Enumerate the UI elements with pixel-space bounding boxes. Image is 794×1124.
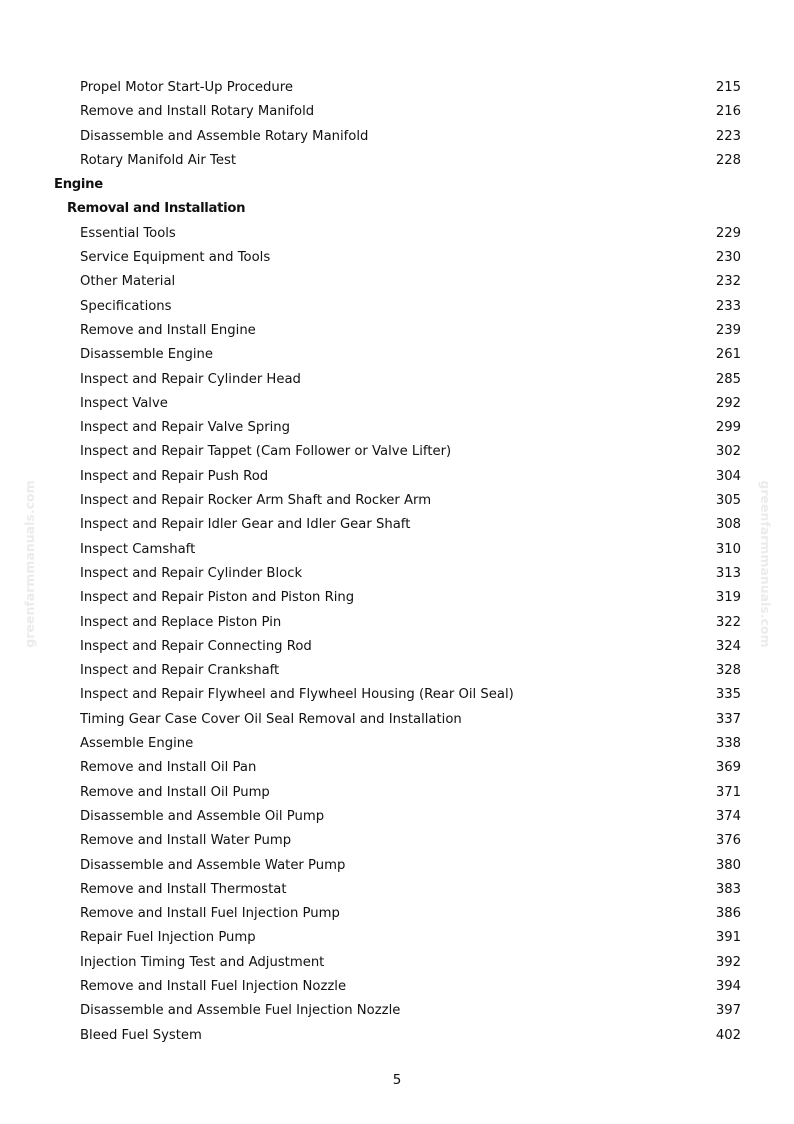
toc-entry-page: 229: [715, 225, 741, 241]
toc-entry[interactable]: [0, 805, 794, 829]
toc-entry[interactable]: [0, 538, 794, 562]
toc-entry-page: 374: [715, 808, 741, 824]
toc-entry-page: 216: [715, 104, 741, 120]
toc-entry-title: Disassemble and Assemble Water Pump: [80, 857, 346, 873]
toc-entry-title: Inspect Valve: [80, 395, 168, 411]
toc-entry-title: Rotary Manifold Air Test: [80, 152, 236, 168]
toc-section-heading: [0, 173, 794, 197]
toc-entry-page: 386: [715, 906, 741, 922]
toc-entry-title: Service Equipment and Tools: [80, 250, 271, 266]
page-number: 5: [392, 1072, 402, 1088]
toc-entry[interactable]: [0, 854, 794, 878]
toc-entry-page: 232: [715, 274, 741, 290]
toc-entry-title: Disassemble and Assemble Fuel Injection Nozzle: [80, 1003, 401, 1019]
toc-entry-title: Essential Tools: [80, 225, 176, 241]
toc-entry[interactable]: [0, 1024, 794, 1048]
toc-entry-page: 285: [715, 371, 741, 387]
toc-entry-title: Engine: [54, 177, 103, 193]
toc-entry-page: 292: [715, 395, 741, 411]
toc-entry-title: Remove and Install Fuel Injection Nozzle: [80, 978, 347, 994]
toc-entry-page: 371: [715, 784, 741, 800]
toc-entry-title: Remove and Install Fuel Injection Pump: [80, 906, 340, 922]
toc-entry[interactable]: [0, 586, 794, 610]
toc-entry-title: Inspect and Repair Crankshaft: [80, 663, 280, 679]
toc-entry-page: 394: [715, 978, 741, 994]
toc-entry-title: Inspect and Repair Idler Gear and Idler Gear Shaft: [80, 517, 411, 533]
toc-entry[interactable]: [0, 392, 794, 416]
toc-entry-title: Other Material: [80, 274, 176, 290]
toc-entry-page: 230: [715, 250, 741, 266]
toc-entry-page: 328: [715, 663, 741, 679]
toc-entry-title: Disassemble Engine: [80, 347, 214, 363]
toc-entry-title: Remove and Install Rotary Manifold: [80, 104, 315, 120]
toc-entry[interactable]: [0, 270, 794, 294]
toc-entry-page: 313: [715, 565, 741, 581]
toc-entry-page: 319: [715, 590, 741, 606]
toc-entry[interactable]: [0, 489, 794, 513]
toc-entry[interactable]: [0, 562, 794, 586]
toc-entry-title: Disassemble and Assemble Oil Pump: [80, 808, 325, 824]
toc-entry-page: 228: [715, 152, 741, 168]
toc-entry[interactable]: [0, 756, 794, 780]
toc-entry[interactable]: [0, 222, 794, 246]
toc-entry-title: Inspect and Repair Cylinder Block: [80, 565, 303, 581]
toc-entry[interactable]: [0, 732, 794, 756]
toc-entry[interactable]: [0, 319, 794, 343]
toc-entry-page: 302: [715, 444, 741, 460]
toc-entry-title: Removal and Installation: [67, 201, 246, 217]
toc-entry-title: Inspect and Replace Piston Pin: [80, 614, 282, 630]
toc-entry-page: 380: [715, 857, 741, 873]
toc-entry-page: 392: [715, 954, 741, 970]
toc-entry-page: 261: [715, 347, 741, 363]
toc-entry-title: Injection Timing Test and Adjustment: [80, 954, 325, 970]
toc-entry-title: Disassemble and Assemble Rotary Manifold: [80, 128, 369, 144]
toc-entry-page: 324: [715, 638, 741, 654]
toc-entry-title: Inspect and Repair Piston and Piston Ring: [80, 590, 355, 606]
table-of-contents: [0, 76, 794, 1048]
toc-entry-page: 402: [715, 1027, 741, 1043]
toc-entry-page: 337: [715, 711, 741, 727]
toc-entry[interactable]: [0, 513, 794, 537]
toc-entry[interactable]: [0, 708, 794, 732]
toc-entry[interactable]: [0, 659, 794, 683]
toc-entry[interactable]: [0, 975, 794, 999]
toc-entry-page: 223: [715, 128, 741, 144]
toc-entry-page: 383: [715, 881, 741, 897]
toc-entry[interactable]: [0, 246, 794, 270]
toc-entry-page: 322: [715, 614, 741, 630]
toc-entry-title: Inspect and Repair Cylinder Head: [80, 371, 301, 387]
toc-entry-page: 369: [715, 760, 741, 776]
toc-entry[interactable]: [0, 76, 794, 100]
toc-entry-title: Remove and Install Water Pump: [80, 833, 292, 849]
toc-entry-title: Remove and Install Thermostat: [80, 881, 287, 897]
toc-entry-page: 305: [715, 493, 741, 509]
toc-entry-title: Inspect and Repair Flywheel and Flywheel Housing (Rear Oil Seal): [80, 687, 514, 703]
toc-entry-page: 308: [715, 517, 741, 533]
toc-entry-title: Assemble Engine: [80, 736, 194, 752]
toc-entry-page: 233: [715, 298, 741, 314]
toc-entry-page: 215: [715, 80, 741, 95]
toc-entry[interactable]: [0, 368, 794, 392]
toc-entry-page: 299: [715, 420, 741, 436]
toc-entry[interactable]: [0, 100, 794, 124]
toc-entry-page: 397: [715, 1003, 741, 1019]
toc-section-heading: [0, 197, 794, 221]
toc-entry-title: Inspect and Repair Tappet (Cam Follower or Valve Lifter): [80, 444, 452, 460]
toc-entry-page: 239: [715, 322, 741, 338]
toc-entry[interactable]: [0, 343, 794, 367]
toc-entry-page: 338: [715, 736, 741, 752]
toc-entry[interactable]: [0, 829, 794, 853]
toc-entry-page: 310: [715, 541, 741, 557]
toc-entry-title: Timing Gear Case Cover Oil Seal Removal and Installation: [80, 711, 462, 727]
toc-entry[interactable]: [0, 902, 794, 926]
toc-entry[interactable]: [0, 149, 794, 173]
toc-entry-title: Inspect Camshaft: [80, 541, 196, 557]
toc-entry-page: 304: [715, 468, 741, 484]
toc-entry[interactable]: [0, 951, 794, 975]
toc-entry[interactable]: [0, 440, 794, 464]
toc-entry-title: Inspect and Repair Valve Spring: [80, 420, 291, 436]
toc-entry-page: 376: [715, 833, 741, 849]
toc-entry[interactable]: [0, 416, 794, 440]
toc-entry-title: Inspect and Repair Connecting Rod: [80, 638, 312, 654]
toc-entry-title: Repair Fuel Injection Pump: [80, 930, 256, 946]
toc-entry[interactable]: [0, 781, 794, 805]
toc-entry-title: Remove and Install Oil Pump: [80, 784, 270, 800]
toc-entry[interactable]: [0, 878, 794, 902]
toc-entry[interactable]: [0, 611, 794, 635]
toc-entry-page: 335: [715, 687, 741, 703]
toc-entry-title: Remove and Install Oil Pan: [80, 760, 257, 776]
toc-entry-title: Inspect and Repair Rocker Arm Shaft and Rocker Arm: [80, 493, 432, 509]
toc-entry[interactable]: [0, 465, 794, 489]
toc-entry[interactable]: [0, 295, 794, 319]
toc-entry-title: Specifications: [80, 298, 172, 314]
toc-entry-title: Remove and Install Engine: [80, 322, 256, 338]
toc-entry[interactable]: [0, 125, 794, 149]
toc-entry[interactable]: [0, 635, 794, 659]
toc-entry-title: Bleed Fuel System: [80, 1027, 202, 1043]
toc-entry-title: Inspect and Repair Push Rod: [80, 468, 269, 484]
toc-entry[interactable]: [0, 683, 794, 707]
toc-entry[interactable]: [0, 926, 794, 950]
toc-entry-page: 391: [715, 930, 741, 946]
toc-entry-title: Propel Motor Start-Up Procedure: [80, 80, 294, 95]
toc-entry[interactable]: [0, 999, 794, 1023]
